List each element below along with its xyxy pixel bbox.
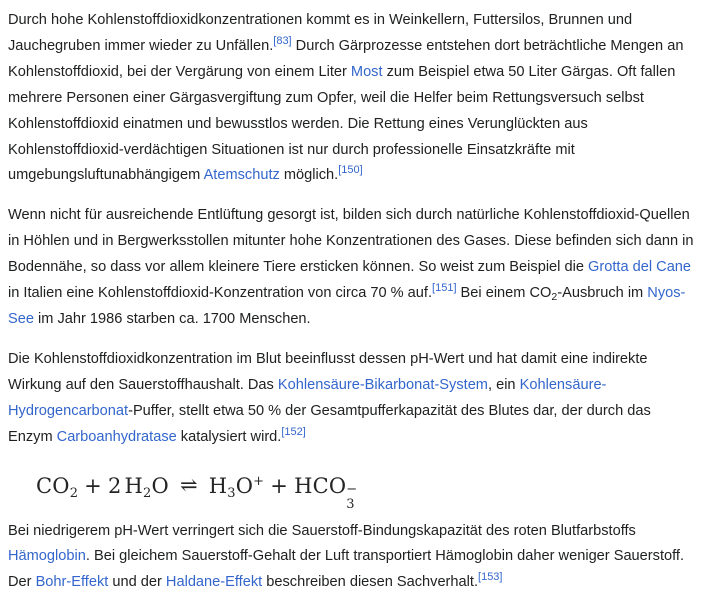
- equation-product-hco3: HCO − 3: [294, 474, 346, 498]
- reference-marker-151[interactable]: [432, 282, 456, 294]
- chemical-equation: [36, 474, 346, 498]
- equation-reactant-h2o: $H_2O$: [125, 474, 169, 498]
- article-content: [0, 8, 705, 596]
- text-run: Durch hohe Kohlenstoffdioxidkonzentrationen kommt es in Weinkellern, Futtersilos, Brunnen und Jauchegruben immer wieder zu Unfällen.: [8, 12, 632, 54]
- text-run: Wenn nicht für ausreichende Entlüftung gesorgt ist, bilden sich durch natürliche Kohlenstoffdioxid-Quellen in Höhlen und in Bergwerksstollen mitunter hohe Konzentrationen des Gases. Diese befinden sich dann in Bodennähe, so dass vor allem kleinere Tiere ersticken können. So weist zum Beispiel die: [8, 207, 694, 275]
- reference-marker-153[interactable]: [478, 571, 502, 583]
- reference-link[interactable]: [83]: [273, 35, 291, 47]
- equation-coefficient: 2: [108, 474, 122, 498]
- link-kohlensaeure-bikarbonat-system[interactable]: Kohlensäure-Bikarbonat-System: [278, 377, 488, 393]
- link-most[interactable]: Most: [351, 64, 383, 80]
- text-run: katalysiert wird.: [177, 429, 282, 445]
- reference-marker-83[interactable]: [273, 35, 291, 47]
- link-haldane-effekt[interactable]: Haldane-Effekt: [166, 574, 262, 590]
- text-run: beschreiben diesen Sachverhalt.: [262, 574, 478, 590]
- text-run: Durch Gärprozesse entstehen dort beträchtliche Mengen an Kohlenstoffdioxid, bei der Vergärung von einem Liter: [8, 38, 683, 80]
- equation-plus-sign: +: [84, 474, 102, 498]
- text-run: möglich.: [280, 167, 338, 183]
- link-carboanhydratase[interactable]: Carboanhydratase: [57, 429, 177, 445]
- reference-link[interactable]: [150]: [338, 165, 362, 177]
- text-run: in Italien eine Kohlenstoffdioxid-Konzentration von circa 70 % auf.: [8, 285, 432, 301]
- reference-link[interactable]: [153]: [478, 571, 502, 583]
- reference-link[interactable]: [152]: [281, 426, 305, 438]
- equation-reactant-co2: $CO_2$: [36, 474, 78, 498]
- text-run: Die Kohlenstoffdioxidkonzentration im Blut beeinflusst dessen pH-Wert und hat damit eine indirekte Wirkung auf den Sauerstoffhaushalt. Das: [8, 351, 648, 393]
- paragraph-accidents: [8, 8, 697, 189]
- text-run: im Jahr 1986 starben ca. 1700 Menschen.: [34, 311, 311, 327]
- paragraph-caves: [8, 203, 697, 333]
- chemical-subscript: 2: [551, 291, 557, 303]
- link-bohr-effekt[interactable]: Bohr-Effekt: [36, 574, 109, 590]
- reference-marker-152[interactable]: [281, 426, 305, 438]
- equation-product-h3o: $H_3O^+$: [209, 474, 265, 498]
- equilibrium-arrow-icon: ⇌: [180, 473, 198, 497]
- link-grotta-del-cane[interactable]: Grotta del Cane: [588, 259, 691, 275]
- text-run: -Puffer, stellt etwa 50 % der Gesamtpufferkapazität des Blutes dar, der durch das Enzym: [8, 403, 651, 445]
- link-atemschutz[interactable]: Atemschutz: [204, 167, 280, 183]
- text-run: , ein: [488, 377, 520, 393]
- text-run: Bei niedrigerem pH-Wert verringert sich die Sauerstoff-Bindungskapazität des roten Blutfarbstoffs: [8, 523, 636, 539]
- text-run: -Ausbruch im: [557, 285, 647, 301]
- text-run: zum Beispiel etwa 50 Liter Gärgas. Oft fallen mehrere Personen einer Gärgasvergiftung zum Opfer, weil die Helfer beim Rettungsversuch selbst Kohlenstoffdioxid einatmen und bewusstlos werden. Die Rettung eines Verunglückten aus Kohlenstoffdioxid-verdächtigen Situationen ist nur durch professionelle Einsatzkräfte mit umgebungsluftunabhängigem: [8, 64, 675, 184]
- text-run: und der: [108, 574, 166, 590]
- equation-plus-sign-2: +: [270, 474, 288, 498]
- paragraph-hemoglobin: [8, 519, 697, 596]
- link-nyos-see[interactable]: Nyos-See: [8, 285, 685, 327]
- reference-marker-150[interactable]: [338, 165, 362, 177]
- text-run: . Bei gleichem Sauerstoff-Gehalt der Luft transportiert Hämoglobin daher weniger Sauerstoff. Der: [8, 548, 684, 590]
- reference-link[interactable]: [151]: [432, 282, 456, 294]
- link-haemoglobin[interactable]: Hämoglobin: [8, 548, 86, 564]
- link-kohlensaeure-hydrogencarbonat[interactable]: Kohlensäure-Hydrogencarbonat: [8, 377, 606, 419]
- paragraph-blood-ph: [8, 347, 697, 451]
- chemical-equation-block: [8, 465, 697, 507]
- text-run: Bei einem CO: [457, 285, 552, 301]
